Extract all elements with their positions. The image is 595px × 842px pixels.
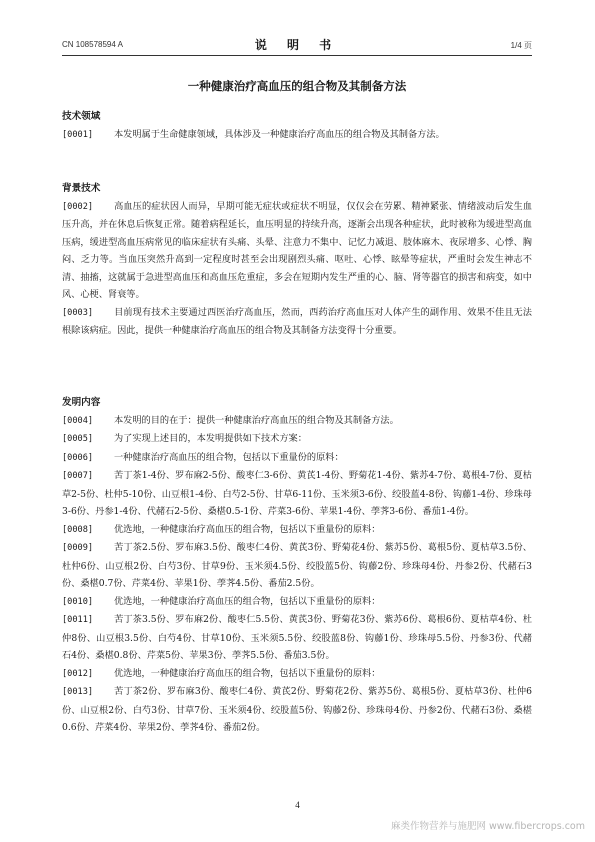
watermark: 麻类作物营养与施肥网 www.fibercrops.com bbox=[390, 821, 585, 832]
paragraph bbox=[62, 198, 532, 304]
paragraph-text: 为了实现上述目的，本发明提供如下技术方案： bbox=[114, 433, 307, 444]
section-technical-field bbox=[62, 108, 532, 144]
paragraph-number: [0006] bbox=[62, 452, 94, 463]
paragraph-text: 苦丁茶2.5份、罗布麻3.5份、酸枣仁4份、黄芪3份、野菊花4份、紫苏5份、葛根5份、夏枯草3.5份、杜仲6份、山豆根2份、白芍3份、甘草9份、玉米须4.5份、绞股蓝5份、钩藤2份、珍珠母4份、丹参2份、代赭石3份、桑椹0.7份、芹菜4份、苹果1份、荸荠4.5份、番茄2.5份。 bbox=[62, 542, 532, 589]
section-heading: 发明内容 bbox=[62, 397, 101, 408]
paragraph-text: 苦丁茶1-4份、罗布麻2-5份、酸枣仁3-6份、黄芪1-4份、野菊花1-4份、紫苏4-7份、葛根4-7份、夏枯草2-5份、杜仲5-10份、山豆根1-4份、白芍2-5份、甘草6-11份、玉米须3-6份、绞股蓝4-8份、钩藤1-4份、珍珠母3-6份、丹参1-4份、代赭石2-5份、桑椹0.5-1份、芹菜3-6份、苹果1-4份、荸荠3-6份、番茄1-4份。 bbox=[62, 470, 532, 517]
paragraph-text: 苦丁茶3.5份、罗布麻2份、酸枣仁5.5份、黄芪3份、野菊花3份、紫苏6份、葛根6份、夏枯草4份、杜仲8份、山豆根3.5份、白芍4份、甘草10份、玉米须5.5份、绞股蓝8份、钩藤1份、珍珠母5.5份、丹参3份、代赭石4份、桑椹0.8份、芹菜5份、苹果3份、荸荠5.5份、番茄3.5份。 bbox=[62, 614, 532, 661]
paragraph-number: [0003] bbox=[62, 307, 94, 318]
header-divider bbox=[62, 55, 532, 56]
paragraph-text: 优选地，一种健康治疗高血压的组合物，包括以下重量份的原料： bbox=[114, 595, 381, 607]
section-background bbox=[62, 180, 532, 340]
paragraph-text: 本发明属于生命健康领域，具体涉及一种健康治疗高血压的组合物及其制备方法。 bbox=[114, 128, 445, 140]
paragraph bbox=[62, 593, 532, 612]
paragraph-number: [0004] bbox=[62, 415, 94, 426]
document-type: 说 明 书 bbox=[254, 38, 340, 52]
paragraph bbox=[62, 611, 532, 665]
patent-number: CN 108578594 A bbox=[62, 40, 123, 49]
paragraph-text: 优选地，一种健康治疗高血压的组合物，包括以下重量份的原料： bbox=[114, 523, 381, 535]
paragraph bbox=[62, 449, 532, 468]
paragraph-number: [0007] bbox=[62, 471, 94, 481]
paragraph-text: 高血压的症状因人而异，早期可能无症状或症状不明显，仅仅会在劳累、精神紧张、情绪波动后发生血压升高，并在休息后恢复正常。随着病程延长，血压明显的持续升高，逐渐会出现各种症状，此时被称为缓进型高血压病，缓进型高血压病常见的临床症状有头痛、头晕、注意力不集中、记忆力减退、肢体麻木、夜尿增多、心悸、胸闷、乏力等。当血压突然升高到一定程度时甚至会出现剧烈头痛、呕吐、心悸、眩晕等症状，严重时会发生神志不清、抽搐，这就属于急进型高血压和高血压危重症，多会在短期内发生严重的心、脑、肾等器官的损害和病变，如中风、心梗、肾衰等。 bbox=[62, 200, 532, 300]
paragraph bbox=[62, 304, 532, 340]
page-number: 4 bbox=[295, 800, 300, 810]
section-heading: 技术领域 bbox=[62, 111, 101, 122]
paragraph-number: [0005] bbox=[62, 434, 94, 444]
paragraph-text: 本发明的目的在于：提供一种健康治疗高血压的组合物及其制备方法。 bbox=[114, 414, 399, 426]
page-header bbox=[62, 36, 532, 52]
paragraph-number: [0013] bbox=[62, 687, 94, 697]
paragraph bbox=[62, 467, 532, 521]
paragraph-number: [0011] bbox=[62, 615, 94, 625]
paragraph bbox=[62, 683, 532, 737]
paragraph bbox=[62, 521, 532, 540]
paragraph bbox=[62, 412, 532, 431]
section-invention-content bbox=[62, 394, 532, 737]
paragraph-text: 苦丁茶2份、罗布麻3份、酸枣仁4份、黄芪2份、野菊花2份、紫苏5份、葛根5份、夏枯草3份、杜仲6份、山豆根2份、白芍3份、甘草7份、玉米须4份、绞股蓝5份、钩藤2份、珍珠母4份、丹参2份、代赭石3份、桑椹0.6份、芹菜4份、苹果2份、荸荠4份、番茄2份。 bbox=[62, 686, 532, 733]
paragraph-text: 一种健康治疗高血压的组合物，包括以下重量份的原料： bbox=[114, 451, 344, 463]
paragraph-number: [0012] bbox=[62, 668, 94, 679]
paragraph bbox=[62, 539, 532, 593]
paragraph-number: [0010] bbox=[62, 596, 94, 607]
paragraph-number: [0002] bbox=[62, 201, 94, 212]
paragraph bbox=[62, 665, 532, 684]
paragraph-number: [0001] bbox=[62, 129, 94, 140]
paragraph-number: [0009] bbox=[62, 543, 94, 553]
paragraph-text: 优选地，一种健康治疗高血压的组合物，包括以下重量份的原料： bbox=[114, 667, 381, 679]
paragraph bbox=[62, 430, 532, 449]
paragraph bbox=[62, 126, 532, 145]
page-indicator: 1/4 页 bbox=[510, 41, 532, 50]
paragraph-text: 目前现有技术主要通过西医治疗高血压，然而，西药治疗高血压对人体产生的副作用、效果不佳且无法根除该病症。因此，提供一种健康治疗高血压的组合物及其制备方法变得十分重要。 bbox=[62, 306, 532, 336]
section-heading: 背景技术 bbox=[62, 183, 101, 194]
paragraph-number: [0008] bbox=[62, 524, 94, 535]
document-title: 一种健康治疗高血压的组合物及其制备方法 bbox=[187, 79, 407, 93]
